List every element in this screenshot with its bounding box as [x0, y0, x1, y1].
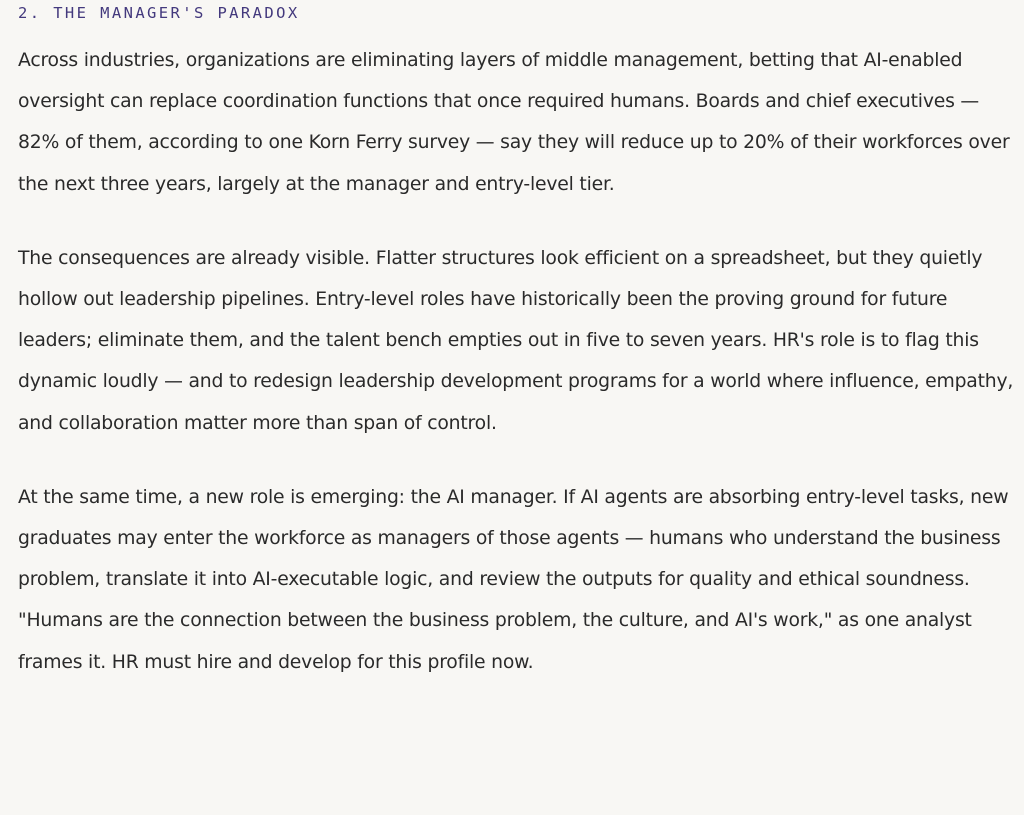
paragraph-ai-manager-role: At the same time, a new role is emerging: the AI manager. If AI agents are absorbing entry-level tasks, new graduates may enter the workforce as managers of those agents — humans who understand the business problem, translate it into AI-executable logic, and review the outputs for quality and ethical soundness. "Humans are the connection between the business problem, the culture, and AI's work," as one analyst frames it. HR must hire and develop for this profile now.	[18, 486, 1009, 673]
section-heading: 2. THE MANAGER'S PARADOX	[18, 4, 300, 22]
paragraph-workforce-reduction: Across industries, organizations are eliminating layers of middle management, betting that AI-enabled oversight can replace coordination functions that once required humans. Boards and chief executives — 82% of them, according to one Korn Ferry survey — say they will reduce up to 20% of their workforces over the next three years, largely at the manager and entry-level tier.	[18, 50, 1010, 195]
paragraph-leadership-pipelines: The consequences are already visible. Flatter structures look efficient on a spreadsheet, but they quietly hollow out leadership pipelines. Entry-level roles have historically been the proving ground for future leaders; eliminate them, and the talent bench empties out in five to seven years. HR's role is to flag this dynamic loudly — and to redesign leadership development programs for a world where influence, empathy, and collaboration matter more than span of control.	[18, 247, 1014, 434]
